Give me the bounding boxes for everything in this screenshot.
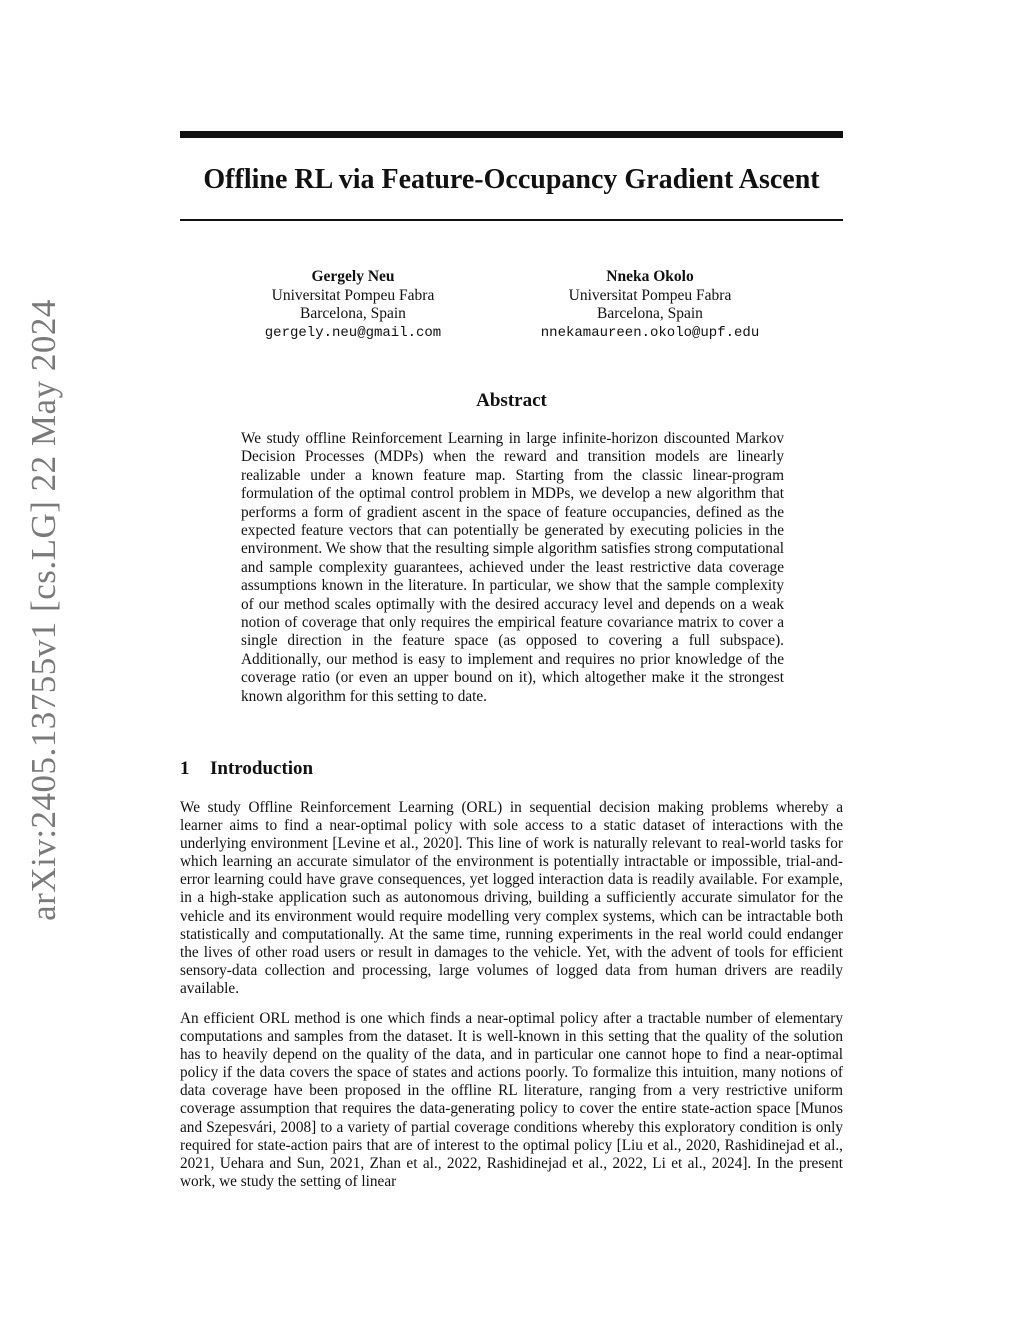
section-number: 1 (180, 758, 190, 779)
author-affiliation: Universitat Pompeu Fabra (271, 286, 435, 304)
section-title: Introduction (210, 758, 314, 779)
author-location: Barcelona, Spain (300, 305, 406, 322)
author-block (530, 268, 770, 342)
author-email[interactable]: nnekamaureen.okolo@upf.edu (540, 324, 760, 341)
author-email[interactable]: gergely.neu@gmail.com (264, 324, 442, 341)
intro-paragraph-2: An efficient ORL method is one which finds a near-optimal policy after a tractable number of elementary computations and samples from the dataset. It is well-known in this setting that the quality of the solution has to heavily depend on the quality of the data, and in particular one cannot hope to find a near-optimal policy if the data covers the space of states and actions poorly. To formalize this intuition, many notions of data coverage have been proposed in the offline RL literature, ranging from a very restrictive uniform coverage assumption that requires the data-generating policy to cover the entire state-action space [Munos and Szepesvári, 2008] to a variety of partial coverage conditions whereby this exploratory condition is only required for state-action pairs that are of interest to the optimal policy [Liu et al., 2020, Rashidinejad et al., 2021, Uehara and Sun, 2021, Zhan et al., 2022, Rashidinejad et al., 2022, Li et al., 2024]. In the present work, we study the setting of linear (180, 1010, 843, 1190)
intro-paragraph-1: We study Offline Reinforcement Learning (ORL) in sequential decision making problems whereby a learner aims to find a near-optimal policy with sole access to a static dataset of interactions with the underlying environment [Levine et al., 2020]. This line of work is naturally relevant to real-world tasks for which learning an accurate simulator of the environment is potentially intractable or impossible, trial-and-error learning could have grave consequences, yet logged interaction data is readily available. For example, in a high-stake application such as autonomous driving, building a sufficiently accurate simulator for the vehicle and its environment would require modelling very complex systems, which can be intractable both statistically and computationally. At the same time, running experiments in the real world could endanger the lives of other road users or result in damages to the vehicle. Yet, with the advent of tools for efficient sensory-data collection and processing, large volumes of logged data from human drivers are readily available. (180, 799, 843, 997)
title-rule-bottom (180, 219, 843, 221)
author-block (233, 268, 473, 342)
arxiv-stamp-text: arXiv:2405.13755v1 [cs.LG] 22 May 2024 (24, 299, 63, 921)
abstract-text: We study offline Reinforcement Learning in large infinite-horizon discounted Markov Decision Processes (MDPs) when the reward and transition models are linearly realizable under a known feature map. Starting from the classic linear-program formulation of the optimal control problem in MDPs, we develop a new algorithm that performs a form of gradient ascent in the space of feature occupancies, defined as the expected feature vectors that can potentially be generated by executing policies in the environment. We show that the resulting simple algorithm satisfies strong computational and sample complexity guarantees, achieved under the least restrictive data coverage assumptions known in the literature. In particular, we show that the sample complexity of our method scales optimally with the desired accuracy level and depends on a weak notion of coverage that only requires the empirical feature covariance matrix to cover a single direction in the feature space (as opposed to covering a full subspace). Additionally, our method is easy to implement and requires no prior knowledge of the coverage ratio (or even an upper bound on it), which altogether make it the strongest known algorithm for this setting to date. (241, 430, 784, 705)
author-location: Barcelona, Spain (597, 305, 703, 322)
abstract-heading: Abstract (476, 390, 547, 411)
section-heading (180, 757, 313, 781)
paper-title: Offline RL via Feature-Occupancy Gradient Ascent (203, 164, 820, 195)
title-rule-top (180, 131, 843, 138)
author-name: Nneka Okolo (606, 268, 694, 285)
author-name: Gergely Neu (311, 268, 395, 285)
author-affiliation: Universitat Pompeu Fabra (568, 286, 732, 304)
